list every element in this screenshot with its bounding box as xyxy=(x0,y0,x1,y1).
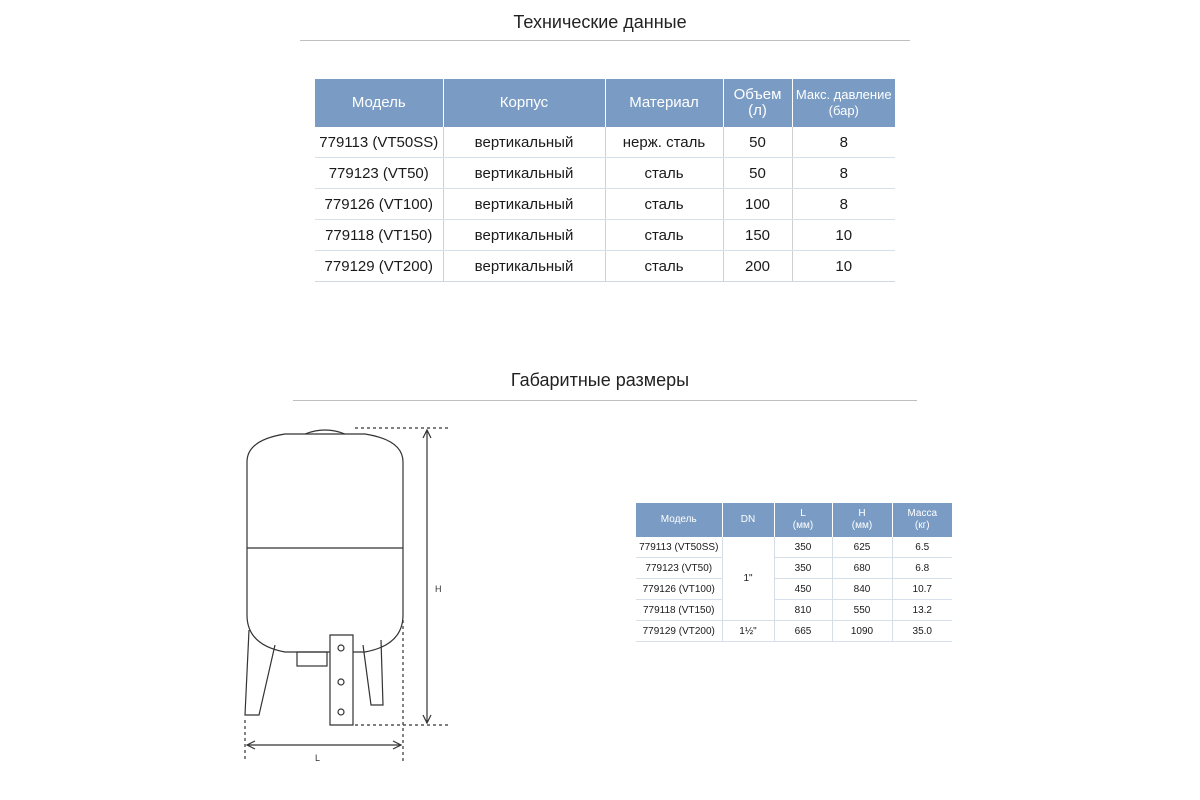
cell-material: нерж. сталь xyxy=(605,127,723,158)
dims-header-mass xyxy=(892,503,952,537)
cell-l: 810 xyxy=(774,600,832,621)
cell-pressure: 8 xyxy=(792,158,895,189)
cell-l: 350 xyxy=(774,537,832,558)
tech-table-header-row xyxy=(315,79,895,127)
header-pressure xyxy=(792,79,895,127)
cell-mass: 6.5 xyxy=(892,537,952,558)
dimensions-title-divider xyxy=(293,400,917,401)
dims-header-h-line2: (мм) xyxy=(851,520,873,531)
cell-body: вертикальный xyxy=(443,251,605,282)
tank-bracket xyxy=(330,635,353,725)
cell-model: 779118 (VT150) xyxy=(315,220,443,251)
cell-material: сталь xyxy=(605,251,723,282)
cell-h: 625 xyxy=(832,537,892,558)
dim-l-label: L xyxy=(315,753,321,763)
cell-mass: 13.2 xyxy=(892,600,952,621)
tank-body xyxy=(247,434,403,652)
cell-l: 450 xyxy=(774,579,832,600)
tank-top-cap xyxy=(305,430,345,434)
table-row xyxy=(636,621,952,642)
header-model: Модель xyxy=(315,79,443,127)
cell-l: 665 xyxy=(774,621,832,642)
cell-model: 779113 (VT50SS) xyxy=(636,537,722,558)
cell-mass: 10.7 xyxy=(892,579,952,600)
dims-header-l-line1: L xyxy=(800,508,806,519)
table-row xyxy=(636,537,952,558)
cell-h: 680 xyxy=(832,558,892,579)
cell-model: 779126 (VT100) xyxy=(636,579,722,600)
header-pressure-line1: Макс. давление xyxy=(795,87,892,102)
cell-body: вертикальный xyxy=(443,189,605,220)
header-volume-line1: Объем xyxy=(733,86,782,103)
header-material: Материал xyxy=(605,79,723,127)
table-row xyxy=(315,251,895,282)
dimensions-title: Габаритные размеры xyxy=(510,370,690,390)
cell-pressure: 10 xyxy=(792,220,895,251)
dims-header-mass-line1: Масса xyxy=(907,508,938,519)
table-row xyxy=(315,189,895,220)
dims-header-l xyxy=(774,503,832,537)
table-row xyxy=(315,158,895,189)
cell-body: вертикальный xyxy=(443,127,605,158)
tech-title-divider xyxy=(300,40,910,41)
table-row xyxy=(636,579,952,600)
cell-dn-group: 1" xyxy=(722,537,774,621)
header-body: Корпус xyxy=(443,79,605,127)
dims-table-header-row xyxy=(636,503,952,537)
dim-h-label: H xyxy=(435,584,442,594)
tank-outlet xyxy=(297,652,327,666)
cell-model: 779123 (VT50) xyxy=(315,158,443,189)
cell-material: сталь xyxy=(605,189,723,220)
cell-h: 840 xyxy=(832,579,892,600)
cell-h: 550 xyxy=(832,600,892,621)
cell-pressure: 8 xyxy=(792,189,895,220)
cell-pressure: 10 xyxy=(792,251,895,282)
dims-header-dn: DN xyxy=(722,503,774,537)
cell-model: 779129 (VT200) xyxy=(315,251,443,282)
table-row xyxy=(315,127,895,158)
table-row xyxy=(636,558,952,579)
cell-mass: 6.8 xyxy=(892,558,952,579)
tech-data-title: Технические данные xyxy=(513,12,687,32)
cell-model: 779129 (VT200) xyxy=(636,621,722,642)
dimensions-table xyxy=(636,503,952,642)
cell-mass: 35.0 xyxy=(892,621,952,642)
cell-h: 1090 xyxy=(832,621,892,642)
dims-header-h xyxy=(832,503,892,537)
cell-pressure: 8 xyxy=(792,127,895,158)
header-volume-line2: (л) xyxy=(748,102,767,119)
table-row xyxy=(636,600,952,621)
tech-data-table xyxy=(315,79,895,282)
dims-header-l-line2: (мм) xyxy=(792,520,814,531)
cell-volume: 200 xyxy=(723,251,792,282)
cell-model: 779118 (VT150) xyxy=(636,600,722,621)
dims-header-model: Модель xyxy=(636,503,722,537)
cell-volume: 50 xyxy=(723,127,792,158)
cell-volume: 150 xyxy=(723,220,792,251)
cell-body: вертикальный xyxy=(443,158,605,189)
cell-volume: 100 xyxy=(723,189,792,220)
cell-model: 779113 (VT50SS) xyxy=(315,127,443,158)
table-row xyxy=(315,220,895,251)
cell-model: 779123 (VT50) xyxy=(636,558,722,579)
cell-material: сталь xyxy=(605,158,723,189)
header-volume xyxy=(723,79,792,127)
cell-body: вертикальный xyxy=(443,220,605,251)
dims-header-h-line1: H xyxy=(858,508,866,519)
tank-drawing xyxy=(235,420,465,770)
cell-model: 779126 (VT100) xyxy=(315,189,443,220)
dims-header-mass-line2: (кг) xyxy=(914,520,930,531)
header-pressure-line2: (бар) xyxy=(828,103,859,118)
cell-l: 350 xyxy=(774,558,832,579)
cell-material: сталь xyxy=(605,220,723,251)
cell-volume: 50 xyxy=(723,158,792,189)
cell-dn: 1½" xyxy=(722,621,774,642)
